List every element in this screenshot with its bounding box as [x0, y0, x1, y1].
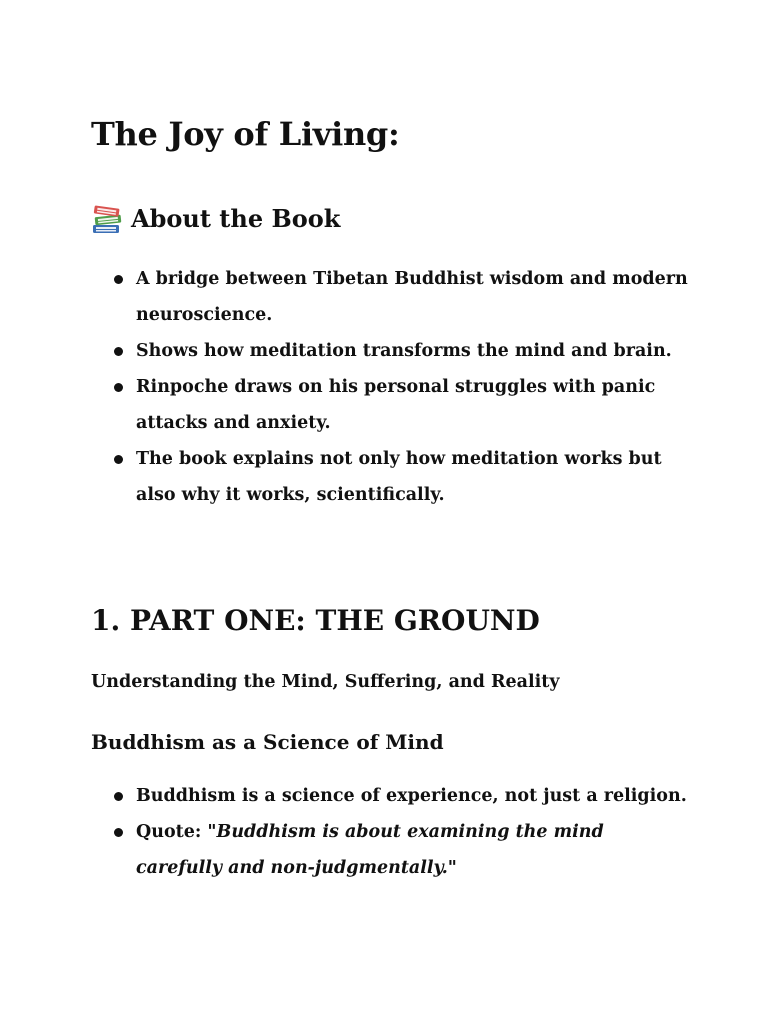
list-item: Rinpoche draws on his personal struggles with panic attacks and anxiety. [91, 369, 691, 441]
list-item: Shows how meditation transforms the mind and brain. [91, 333, 691, 369]
books-icon [91, 205, 123, 235]
part-one-subtitle: Understanding the Mind, Suffering, and Reality [91, 672, 560, 692]
list-item: The book explains not only how meditation works but also why it works, scientifically. [91, 441, 691, 513]
list-item: Buddhism is a science of experience, not just a religion. [91, 778, 691, 814]
part-one-heading: 1. PART ONE: THE GROUND [91, 604, 540, 637]
about-heading [91, 201, 340, 237]
list-item: A bridge between Tibetan Buddhist wisdom and modern neuroscience. [91, 261, 691, 333]
quote-list-item [91, 814, 691, 886]
about-bullet-list [91, 261, 691, 513]
quote-text: "Buddhism is about examining the mind carefully and non-judgmentally." [136, 822, 604, 878]
about-heading-text: About the Book [131, 204, 341, 233]
section-heading: Buddhism as a Science of Mind [91, 730, 444, 754]
document-title: The Joy of Living: [91, 115, 400, 153]
quote-label: Quote: [136, 822, 202, 842]
buddhism-bullet-list [91, 778, 691, 886]
